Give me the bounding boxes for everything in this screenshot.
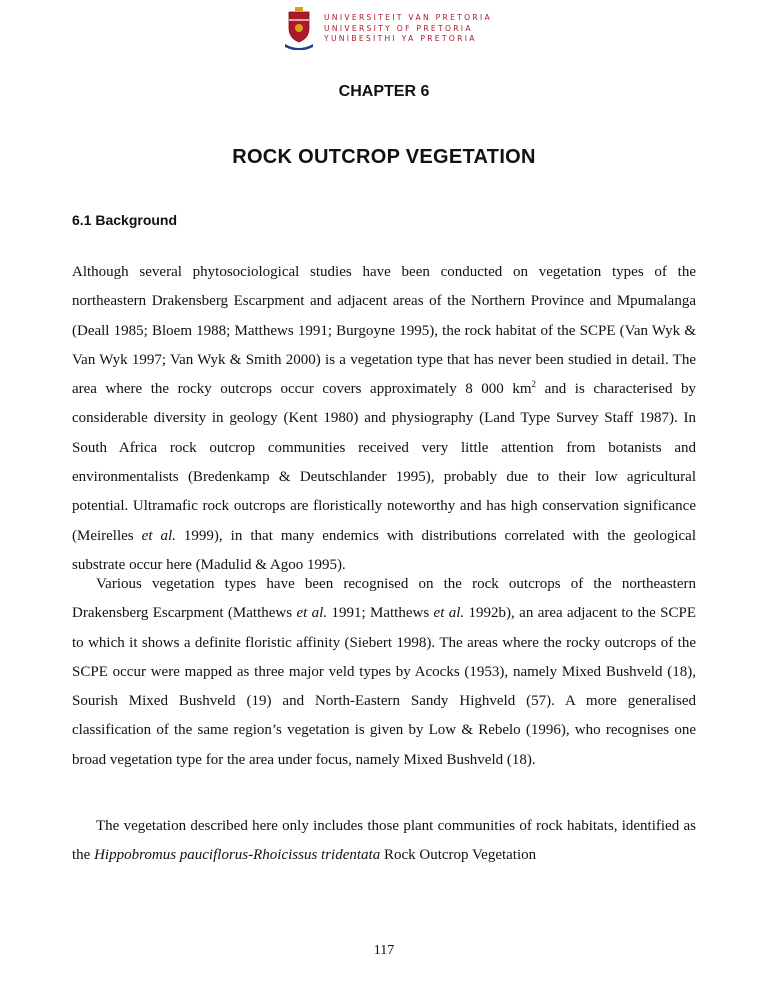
chapter-label: CHAPTER 6 [338, 83, 430, 100]
paragraph-3-text-b: Rock Outcrop Vegetation [380, 847, 537, 864]
species-name: Hippobromus pauciflorus-Rhoicissus tridentata [94, 847, 381, 864]
paragraph-2-text-c: 1992b), an area adjacent to the SCPE to which it shows a definite floristic affinity (Siebert 1998). The areas where the rocky outcrops of the SCPE occur were mapped as three major veld types by Acocks (1953), namely Mixed Bushveld (18), Sourish Mixed Bushveld (19) and North-Eastern Sandy Highveld (57). A more generalised classification of the same region’s vegetation is given by Low & Rebelo (1996), who recognises one broad vegetation type for the area under focus, namely Mixed Bushveld (18). [72, 605, 696, 768]
crest-emblem [295, 24, 303, 32]
paragraph-1-text-c: 1999), in that many endemics with distributions correlated with the geological substrate occur here (Madulid & Agoo 1995). [72, 527, 697, 573]
paragraph-3 [72, 812, 696, 871]
university-name-afrikaans: UNIVERSITEIT VAN PRETORIA [324, 13, 493, 22]
university-name-block [324, 13, 492, 45]
paragraph-2-text-b: 1991; Matthews [327, 605, 434, 622]
chapter-title: ROCK OUTCROP VEGETATION [232, 146, 536, 168]
crest-ribbon [285, 44, 313, 50]
paragraph-1-text-a: Although several phytosociological studies have been conducted on vegetation types of the northeastern Drakensberg Escarpment and adjacent areas of the Northern Province and Mpumalanga (Deall 1985; Bloem 1988; Matthews 1991; Burgoyne 1995), the rock habitat of the SCPE (Van Wyk & Van Wyk 1997; Van Wyk & Smith 2000) is a vegetation type that has never been studied in detail. The area where the rocky outcrops occur covers approximately 8 000 km [72, 264, 696, 398]
page-number: 117 [373, 943, 395, 958]
paragraph-1 [72, 258, 696, 580]
university-header [284, 6, 504, 54]
university-name-english: UNIVERSITY OF PRETORIA [324, 23, 473, 33]
et-al: et al. [433, 605, 465, 622]
paragraph-2 [72, 570, 696, 775]
paragraph-3-text-a: The vegetation described here only includes those plant communities of rock habitats, identified as the [72, 818, 696, 864]
et-al: et al. [296, 605, 328, 622]
paragraph-2-text-a: Various vegetation types have been recognised on the rock outcrops of the northeastern Drakensberg Escarpment (Matthews [72, 576, 696, 622]
superscript-2: 2 [531, 379, 537, 390]
section-heading: 6.1 Background [72, 212, 178, 228]
university-name-sepedi: YUNIBESITHI YA PRETORIA [324, 34, 477, 43]
crest-crown [295, 7, 303, 11]
et-al: et al. [141, 527, 176, 544]
paragraph-1-text-b: and is characterised by considerable diversity in geology (Kent 1980) and physiography (Land Type Survey Staff 1987). In South Africa rock outcrop communities received very little attention from botanists and environmentalists (Bredenkamp & Deutschlander 1995), probably due to their low agricultural potential. Ultramafic rock outcrops are floristically noteworthy and has high conservation significance (Meirelles [72, 381, 696, 544]
university-crest-icon [284, 6, 314, 50]
